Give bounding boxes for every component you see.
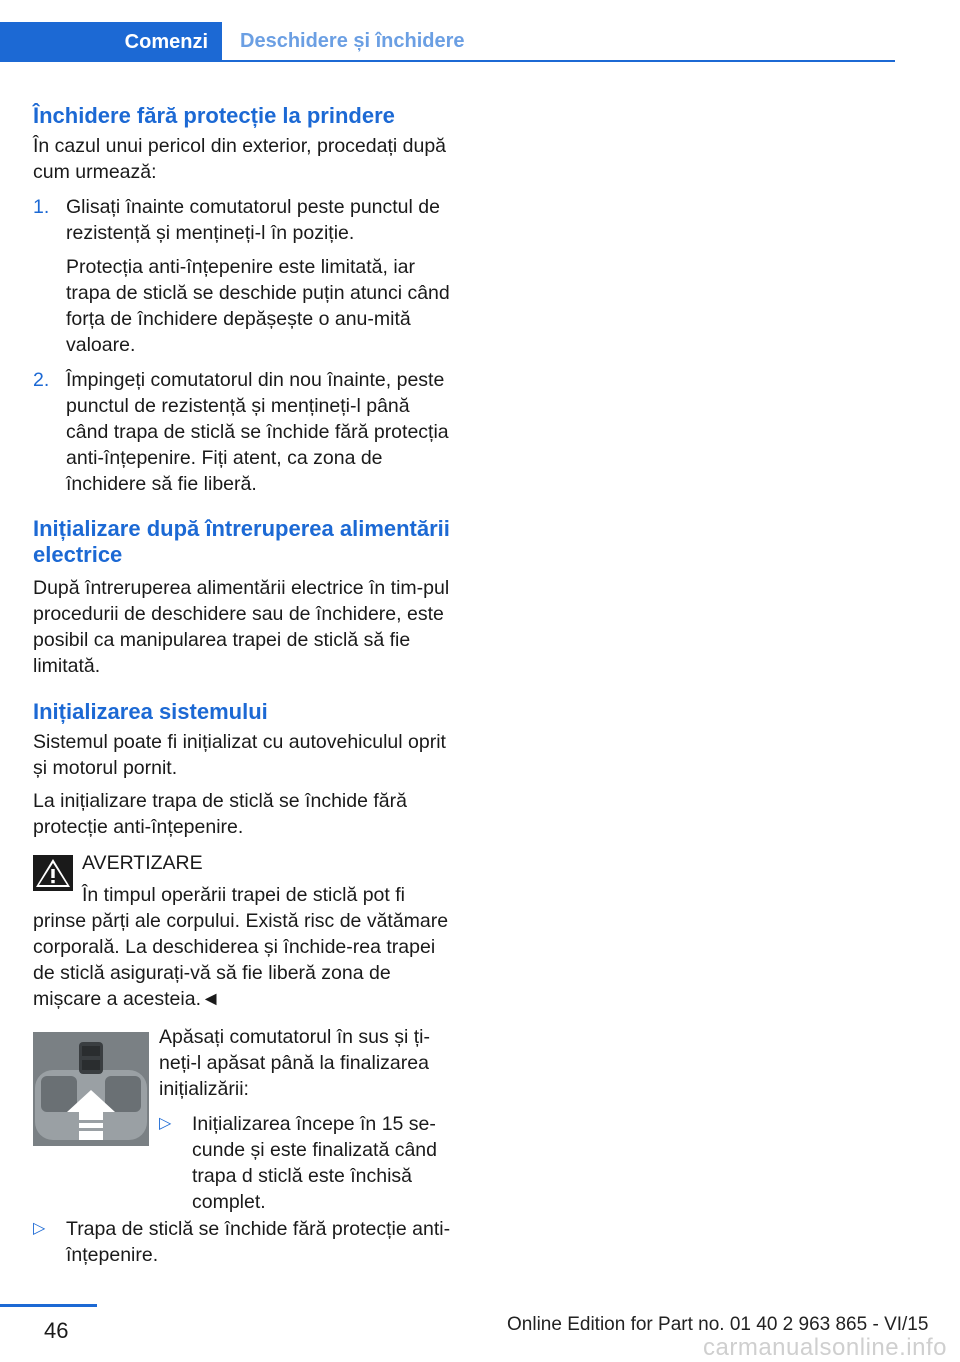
bullet-text: Inițializarea începe în 15 se-cunde și este finalizată când trapa d sticlă este închisă complet. bbox=[192, 1113, 437, 1213]
step-number: 2. bbox=[33, 369, 50, 391]
step-text: Împingeți comutatorul din nou înainte, peste punctul de rezistență și mențineți-l până când trapa de sticlă se închide fără protecția anti-înțepenire. Fiți atent, ca zona de închidere să fie liberă. bbox=[66, 369, 449, 495]
step-note: Protecția anti-înțepenire este limitată, iar trapa de sticlă se deschide puțin atunci când forța de închidere depășește o anu-mită valoare. bbox=[66, 256, 450, 356]
edition-text: Online Edition for Part no. 01 40 2 963 865 - VI/15 bbox=[507, 1314, 929, 1335]
section-heading: Inițializare după întreruperea alimentării electrice bbox=[33, 516, 450, 567]
instruction-block bbox=[159, 1024, 451, 1215]
paragraph: La inițializare trapa de sticlă se închide fără protecție anti-înțepenire. bbox=[33, 790, 407, 838]
section-heading: Închidere fără protecție la prindere bbox=[33, 103, 395, 128]
footer-rule bbox=[0, 1304, 97, 1307]
step-item bbox=[33, 367, 451, 497]
intro-text: În cazul unui pericol din exterior, procedați după cum urmează: bbox=[33, 135, 447, 183]
section-text: După întreruperea alimentării electrice în tim-pul procedurii de deschidere sau de închidere, este posibil ca manipularea trapei de sticlă să fie limitată. bbox=[33, 577, 450, 677]
watermark: carmanualsonline.info bbox=[703, 1334, 947, 1361]
bullet-arrow-icon: ▷ bbox=[33, 1220, 46, 1237]
step-item bbox=[33, 194, 451, 358]
step-text: Glisați înainte comutatorul peste punctul de rezistență și mențineți-l în poziție. bbox=[66, 196, 440, 244]
warning-block bbox=[82, 850, 452, 908]
page-number: 46 bbox=[44, 1318, 69, 1343]
warning-text: prinse părți ale corpului. Există risc de vătămare corporală. La deschiderea și închide-rea trapei de sticlă asigurați-vă să fie liberă zona de mișcare a acesteia.◄ bbox=[33, 910, 449, 1010]
warning-first-line: În timpul operării trapei de sticlă pot fi bbox=[82, 884, 405, 906]
section-close-without-protection bbox=[33, 103, 451, 497]
section-initialize-after-power-loss bbox=[33, 516, 451, 679]
bullet-block bbox=[33, 1216, 451, 1268]
warning-title: AVERTIZARE bbox=[82, 852, 203, 874]
section-heading: Inițializarea sistemului bbox=[33, 699, 268, 724]
bullet-text: Trapa de sticlă se închide fără protecție anti-înțepenire. bbox=[66, 1218, 451, 1266]
instruction-text: Apăsați comutatorul în sus și ți-neți-l apăsat până la finalizarea inițializării: bbox=[159, 1026, 430, 1100]
bullet-item bbox=[159, 1111, 451, 1215]
roof-switch-photo bbox=[33, 1032, 149, 1146]
steps-list bbox=[33, 194, 451, 497]
tab-comenzi[interactable]: Comenzi bbox=[0, 22, 222, 62]
bullet-arrow-icon: ▷ bbox=[159, 1115, 172, 1132]
paragraph: Sistemul poate fi inițializat cu autovehiculul oprit și motorul pornit. bbox=[33, 731, 446, 779]
section-system-initialization bbox=[33, 699, 451, 840]
warning-triangle-icon bbox=[33, 855, 73, 891]
step-number: 1. bbox=[33, 196, 50, 218]
tab-deschidere-inchidere[interactable]: Deschidere și închidere bbox=[222, 22, 895, 62]
bullet-item bbox=[33, 1216, 451, 1268]
warning-body bbox=[33, 908, 451, 1012]
page-header bbox=[0, 22, 895, 62]
